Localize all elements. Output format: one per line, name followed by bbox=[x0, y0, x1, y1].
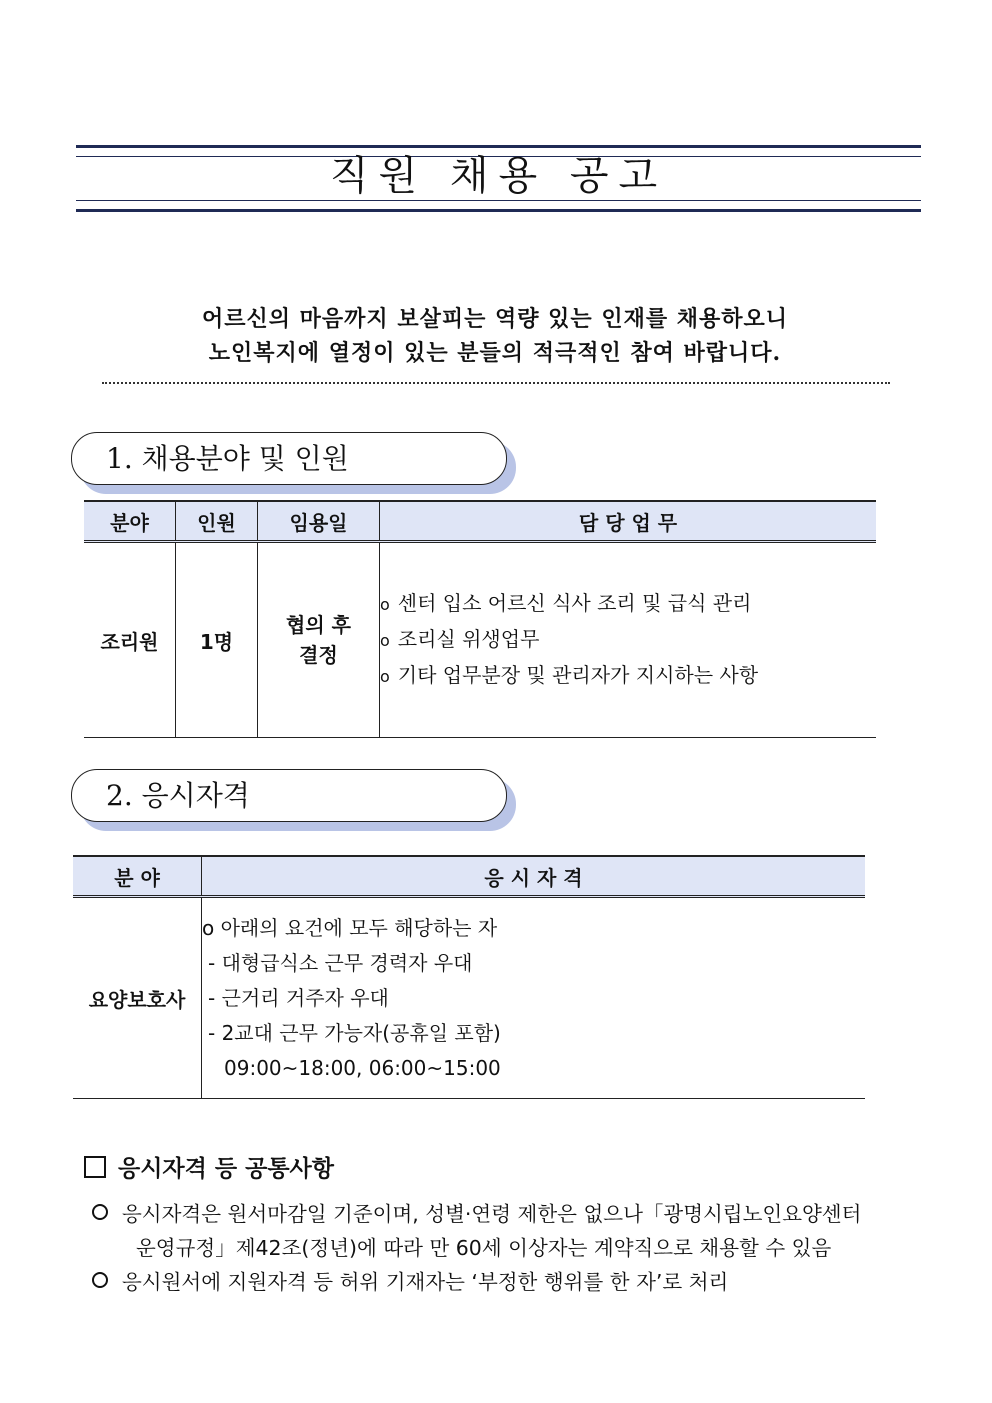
duty-text: 센터 입소 어르신 식사 조리 및 급식 관리 bbox=[397, 591, 752, 615]
intro-line-1: 어르신의 마음까지 보살피는 역량 있는 인재를 채용하오니 bbox=[201, 306, 788, 332]
section1-heading: 1. 채용분야 및 인원 bbox=[71, 432, 507, 485]
common-item-2 bbox=[92, 1265, 942, 1299]
cell-duties bbox=[380, 542, 877, 738]
section2-heading: 2. 응시자격 bbox=[71, 769, 507, 822]
cell-date bbox=[258, 542, 380, 738]
duty-item bbox=[380, 658, 876, 694]
table-row bbox=[73, 897, 865, 1099]
common-item-1-line-2: 운영규정」제42조(정년)에 따라 만 60세 이상자는 계약직으로 채용할 수 있음 bbox=[136, 1236, 832, 1260]
qualification-table bbox=[73, 855, 865, 1099]
circle-bullet-icon bbox=[92, 1272, 108, 1288]
recruitment-table bbox=[84, 500, 876, 738]
duty-item bbox=[380, 586, 876, 622]
duty-text: 조리실 위생업무 bbox=[397, 627, 540, 651]
qualification-line: - 근거리 거주자 우대 bbox=[208, 985, 389, 1010]
common-item-2-text: 응시원서에 지원자격 등 허위 기재자는 ‘부정한 행위를 한 자’로 처리 bbox=[122, 1270, 729, 1294]
common-heading-text: 응시자격 등 공통사항 bbox=[118, 1156, 334, 1182]
circle-bullet-icon bbox=[92, 1204, 108, 1220]
common-body bbox=[92, 1197, 942, 1299]
header-duties: 담 당 업 무 bbox=[380, 501, 877, 542]
table-row bbox=[84, 542, 876, 738]
bullet-icon: o bbox=[380, 595, 390, 614]
common-item-1-line-1: 응시자격은 원서마감일 기준이며, 성별·연령 제한은 없으나「광명시립노인요양센터 bbox=[122, 1202, 862, 1226]
header-qualification: 응 시 자 격 bbox=[202, 856, 866, 897]
bullet-icon: o bbox=[380, 631, 390, 650]
date-line-2: 결정 bbox=[299, 643, 338, 667]
cell-field: 조리원 bbox=[84, 542, 176, 738]
title-rule-bottom bbox=[76, 200, 921, 212]
header-field: 분 야 bbox=[73, 856, 202, 897]
qualification-line: o 아래의 요건에 모두 해당하는 자 bbox=[202, 915, 498, 940]
header-field: 분야 bbox=[84, 501, 176, 542]
page-title: 직원 채용 공고 bbox=[329, 153, 668, 199]
checkbox-icon bbox=[84, 1156, 106, 1178]
qualification-line: - 대형급식소 근무 경력자 우대 bbox=[208, 950, 473, 975]
bullet-icon: o bbox=[380, 667, 390, 686]
date-line-1: 협의 후 bbox=[286, 613, 351, 637]
dotted-divider bbox=[102, 382, 890, 384]
intro-line-2: 노인복지에 열정이 있는 분들의 적극적인 참여 바랍니다. bbox=[208, 340, 782, 366]
duty-text: 기타 업무분장 및 관리자가 지시하는 사항 bbox=[397, 663, 759, 687]
qualification-line: - 2교대 근무 가능자(공휴일 포함) bbox=[208, 1020, 501, 1045]
cell-count: 1명 bbox=[176, 542, 258, 738]
header-count: 인원 bbox=[176, 501, 258, 542]
qualification-line: 09:00~18:00, 06:00~15:00 bbox=[224, 1055, 501, 1080]
cell-field: 요양보호사 bbox=[73, 897, 202, 1099]
duty-item bbox=[380, 622, 876, 658]
header-date: 임용일 bbox=[258, 501, 380, 542]
intro-text bbox=[100, 302, 890, 370]
cell-qualification bbox=[202, 897, 866, 1099]
common-heading bbox=[84, 1153, 334, 1185]
common-item-1 bbox=[92, 1197, 942, 1231]
